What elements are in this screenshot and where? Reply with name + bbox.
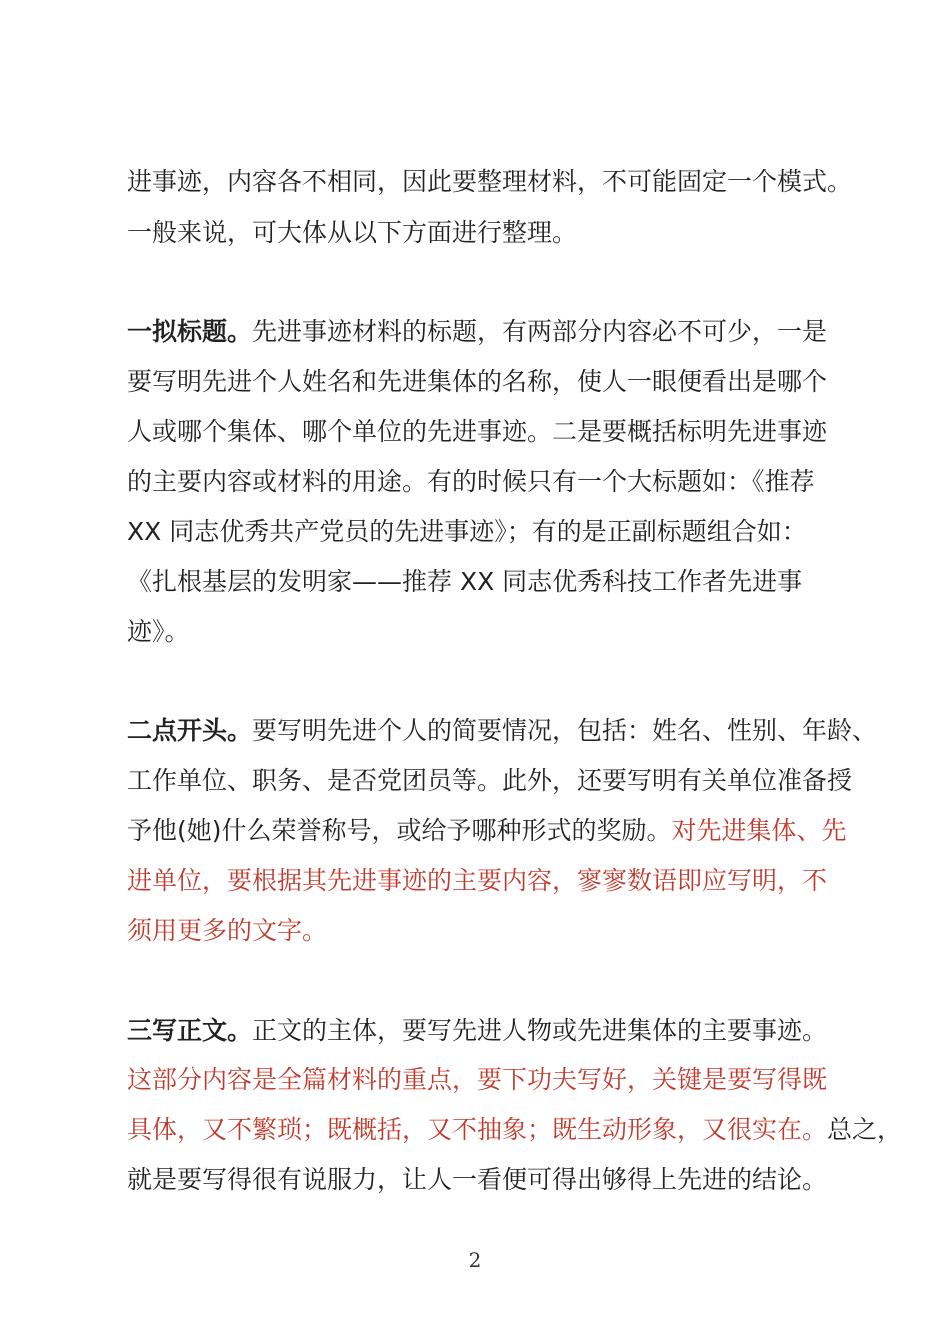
section-3-line-3	[127, 1105, 902, 1155]
section-2-line-1	[127, 706, 877, 756]
section-1-line-7: 迹》。	[127, 617, 190, 646]
section-2-text-black: 予他(她)什么荣誉称号，或给予哪种形式的奖励。	[127, 816, 672, 845]
page-number: 2	[468, 1248, 482, 1272]
section-3-heading: 三写正文。	[127, 1016, 253, 1045]
section-1-line-4: 的主要内容或材料的用途。有的时候只有一个大标题如：《推荐	[127, 467, 815, 496]
intro-line-2: 一般来说，可大体从以下方面进行整理。	[127, 218, 578, 247]
section-3-highlight: 具体，又不繁琐；既概括，又不抽象；既生动形象，又很实在。	[127, 1115, 828, 1144]
section-2-line-2: 工作单位、职务、是否党团员等。此外，还要写明有关单位准备授	[127, 766, 853, 795]
section-2-line-3	[127, 806, 847, 856]
section-3-line-4: 就是要写得很有说服力，让人一看便可得出够得上先进的结论。	[127, 1165, 828, 1194]
intro-line-1: 进事迹，内容各不相同，因此要整理材料，不可能固定一个模式。	[127, 167, 853, 196]
section-3-text: 正文的主体，要写先进人物或先进集体的主要事迹。	[252, 1016, 828, 1045]
section-2-highlight: 对先进集体、先	[671, 816, 847, 845]
section-3-text-black: 总之，	[827, 1115, 903, 1144]
section-1-text: 先进事迹材料的标题，有两部分内容必不可少，一是	[252, 317, 828, 346]
section-3-line-2: 这部分内容是全篇材料的重点，要下功夫写好，关键是要写得既	[127, 1065, 828, 1094]
section-2-text: 要写明先进个人的简要情况，包括：姓名、性别、年龄、	[252, 716, 878, 745]
section-2-heading: 二点开头。	[127, 716, 253, 745]
section-1-line-1	[127, 307, 827, 357]
section-1-line-5: XX 同志优秀共产党员的先进事迹》；有的是正副标题组合如：	[127, 517, 807, 546]
section-2-line-4: 进单位，要根据其先进事迹的主要内容，寥寥数语即应写明，不	[127, 866, 828, 895]
section-3-line-1	[127, 1006, 827, 1056]
section-2-line-5: 须用更多的文字。	[127, 916, 328, 945]
section-1-line-6: 《扎根基层的发明家——推荐 XX 同志优秀科技工作者先进事	[127, 567, 803, 596]
section-1-line-3: 人或哪个集体、哪个单位的先进事迹。二是要概括标明先进事迹	[127, 417, 828, 446]
section-1-heading: 一拟标题。	[127, 317, 253, 346]
section-1-line-2: 要写明先进个人姓名和先进集体的名称，使人一眼便看出是哪个	[127, 367, 828, 396]
